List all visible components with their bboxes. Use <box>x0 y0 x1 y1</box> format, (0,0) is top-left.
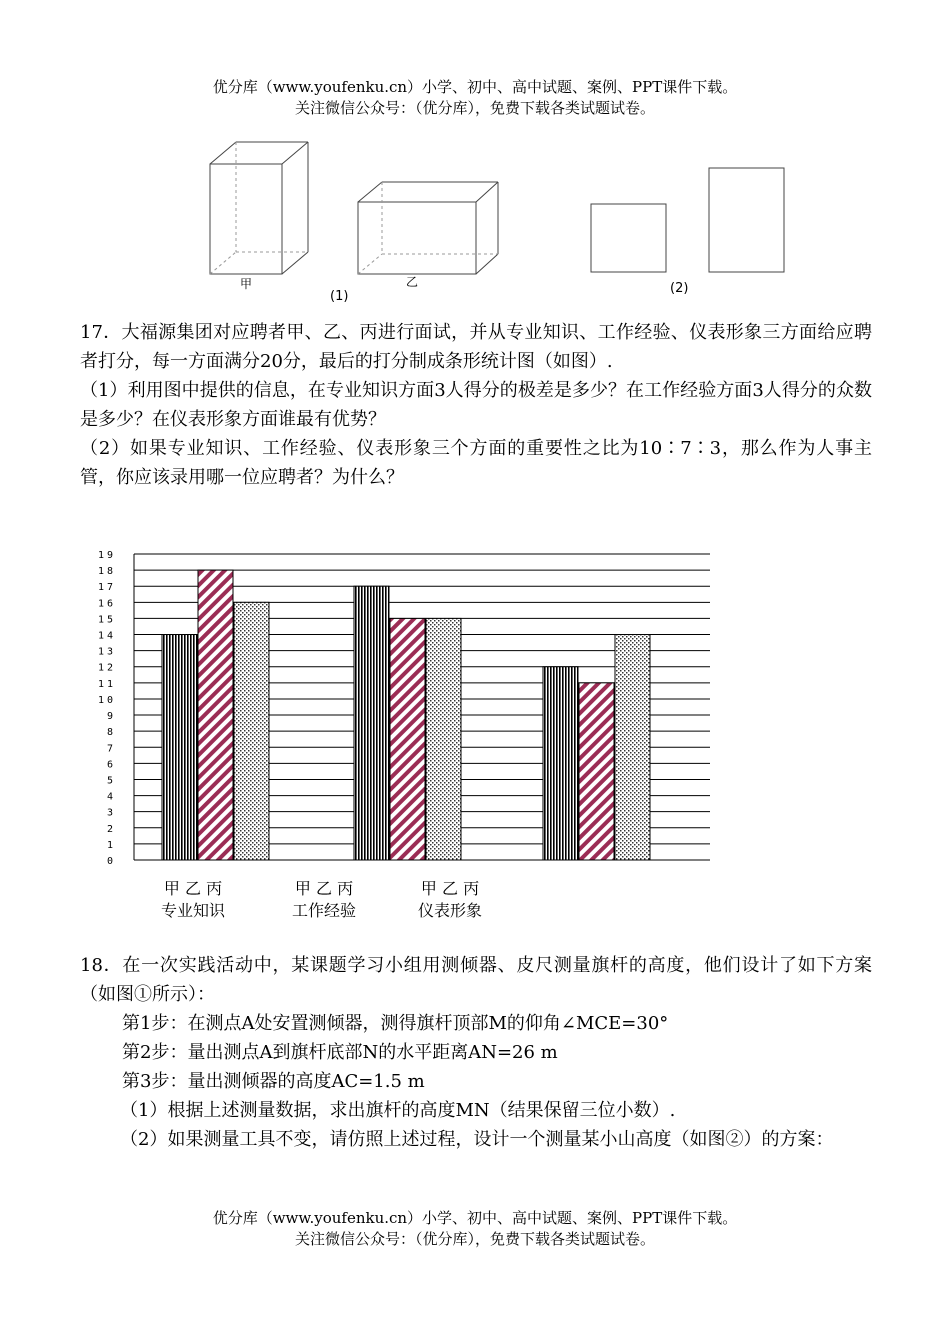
y-tick-label: 7 <box>106 743 116 755</box>
y-tick-label: 5 <box>106 775 116 787</box>
y-tick-label: 4 <box>106 791 116 803</box>
box-jia <box>210 142 308 274</box>
y-tick-label: 8 <box>106 727 116 739</box>
q17-part2: （2）如果专业知识、工作经验、仪表形象三个方面的重要性之比为10∶7∶3，那么作为人事主管，你应该录用哪一位应聘者？为什么？ <box>80 438 872 488</box>
chart-category-label-1: 专业知识 <box>160 901 225 920</box>
q18-stem: 18．在一次实践活动中，某课题学习小组用测倾器、皮尺测量旗杆的高度，他们设计了如下方案（如图①所示）： <box>80 955 872 1005</box>
y-tick-label: 11 <box>97 678 116 690</box>
chart-category-1 <box>148 878 238 922</box>
y-tick-label: 1 <box>106 839 116 851</box>
bar-chart <box>88 546 728 871</box>
chart-y-axis <box>98 550 134 867</box>
q18-step3: 第3步：量出测倾器的高度AC=1.5 m <box>122 1071 425 1092</box>
q18-part2: （2）如果测量工具不变，请仿照上述过程，设计一个测量某小山高度（如图②）的方案： <box>120 1129 834 1150</box>
question-17 <box>80 318 872 492</box>
bar-丙-仪表形象 <box>615 635 650 860</box>
bar-丙-专业知识 <box>234 602 269 860</box>
bar-乙-专业知识 <box>198 570 233 860</box>
bar-丙-工作经验 <box>426 618 461 860</box>
label-fig1: (1) <box>330 289 349 304</box>
header-line-2: 关注微信公众号：（优分库），免费下载各类试题试卷。 <box>294 99 655 117</box>
footer-line-1: 优分库（www.youfenku.cn）小学、初中、高中试题、案例、PPT课件下载。 <box>212 1209 738 1227</box>
chart-category-2 <box>274 878 374 922</box>
square-front-view <box>591 204 666 272</box>
solid-figures <box>0 130 950 310</box>
chart-bars <box>162 570 650 860</box>
chart-series-labels-3: 甲 乙 丙 <box>420 879 480 898</box>
bar-乙-工作经验 <box>390 618 425 860</box>
bar-甲-工作经验 <box>354 586 389 860</box>
bar-乙-仪表形象 <box>579 683 614 860</box>
y-tick-label: 18 <box>97 566 116 578</box>
y-tick-label: 16 <box>97 598 116 610</box>
y-tick-label: 14 <box>97 630 116 642</box>
y-tick-label: 15 <box>97 614 116 626</box>
header-line-1: 优分库（www.youfenku.cn）小学、初中、高中试题、案例、PPT课件下载。 <box>212 78 738 96</box>
bar-甲-专业知识 <box>162 635 197 860</box>
q18-part1: （1）根据上述测量数据，求出旗杆的高度MN（结果保留三位小数）. <box>120 1100 676 1121</box>
label-fig2: (2) <box>670 281 689 296</box>
q17-stem: 17．大福源集团对应聘者甲、乙、丙进行面试，并从专业知识、工作经验、仪表形象三方面给应聘者打分，每一方面满分20分，最后的打分制成条形统计图（如图）. <box>80 322 872 372</box>
rect-front-view <box>709 168 784 272</box>
label-jia: 甲 <box>240 277 253 291</box>
chart-series-labels-2: 甲 乙 丙 <box>294 879 354 898</box>
y-tick-label: 13 <box>97 646 116 658</box>
y-tick-label: 2 <box>106 823 116 835</box>
y-tick-label: 3 <box>106 807 116 819</box>
y-tick-label: 9 <box>106 711 116 723</box>
chart-category-label-2: 工作经验 <box>291 901 356 920</box>
bar-甲-仪表形象 <box>543 667 578 860</box>
q18-step2: 第2步：量出测点A到旗杆底部N的水平距离AN=26 m <box>122 1042 558 1063</box>
label-yi: 乙 <box>406 275 419 289</box>
y-tick-label: 17 <box>97 582 116 594</box>
chart-series-labels-1: 甲 乙 丙 <box>163 879 223 898</box>
chart-category-label-3: 仪表形象 <box>417 901 482 920</box>
y-tick-label: 0 <box>106 856 116 867</box>
page-header <box>0 77 950 119</box>
y-tick-label: 10 <box>97 694 116 706</box>
page-footer <box>0 1208 950 1250</box>
q17-part1: （1）利用图中提供的信息，在专业知识方面3人得分的极差是多少？在工作经验方面3人得分的众数是多少？在仪表形象方面谁最有优势？ <box>80 380 872 430</box>
q18-step1: 第1步：在测点A处安置测倾器，测得旗杆顶部M的仰角∠MCE=30° <box>122 1013 669 1034</box>
question-18 <box>80 951 872 1154</box>
y-tick-label: 6 <box>106 759 116 771</box>
chart-category-3 <box>400 878 500 922</box>
box-yi <box>358 182 498 274</box>
y-tick-label: 12 <box>97 662 116 674</box>
footer-line-2: 关注微信公众号：（优分库），免费下载各类试题试卷。 <box>294 1230 655 1248</box>
y-tick-label: 19 <box>97 550 116 561</box>
